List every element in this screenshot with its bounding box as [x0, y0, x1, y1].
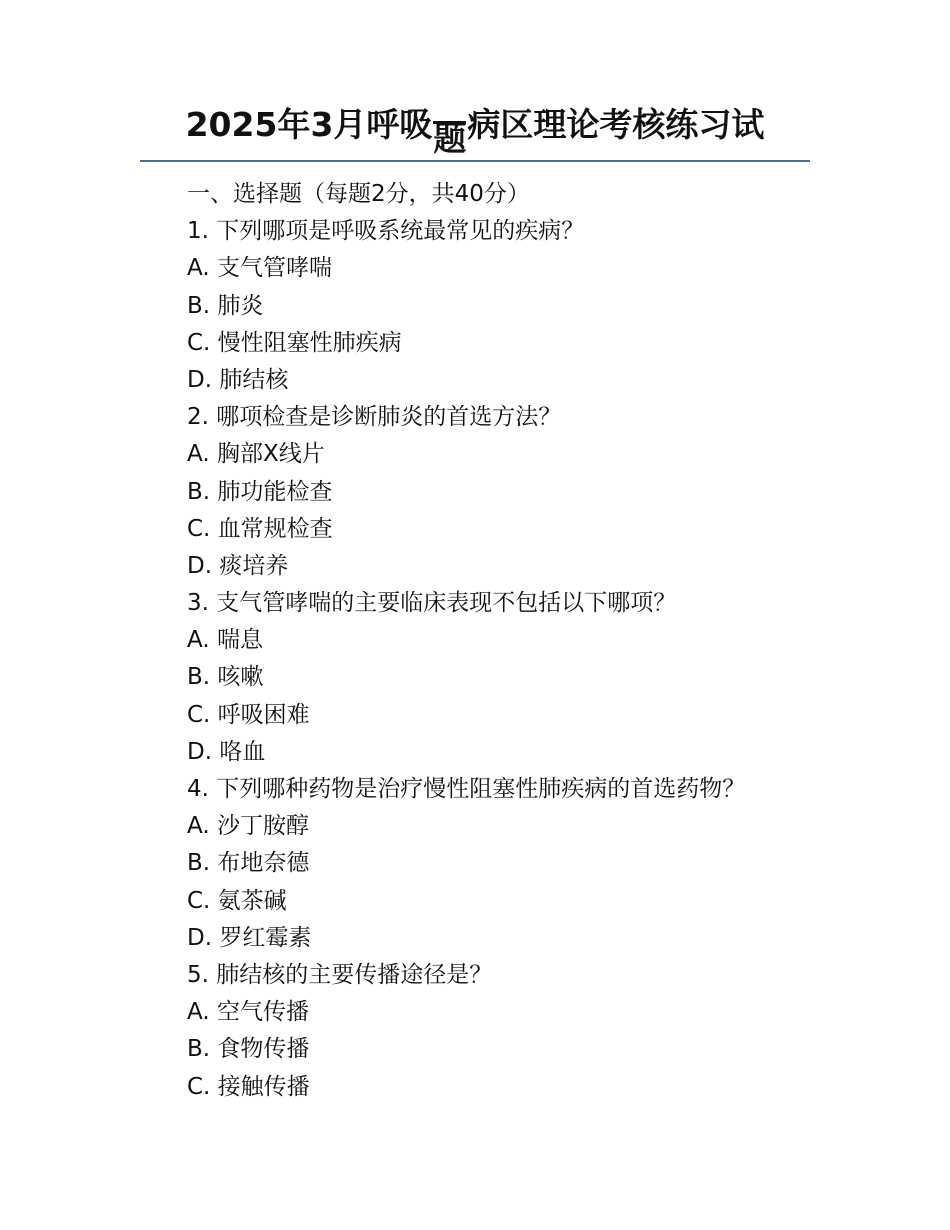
- question-3: [187, 585, 827, 771]
- title-divider: [140, 160, 810, 162]
- option-b: B. 肺功能检查: [187, 478, 333, 505]
- option-b: B. 咳嗽: [187, 664, 264, 691]
- option-b: B. 肺炎: [187, 292, 264, 319]
- question-stem: 4. 下列哪种药物是治疗慢性阻塞性肺疾病的首选药物？: [187, 776, 746, 802]
- title-part-subscript: 题: [433, 119, 467, 158]
- question-5: [187, 957, 827, 1106]
- option-a: A. 支气管哮喘: [187, 255, 332, 282]
- option-a: A. 空气传播: [187, 999, 309, 1026]
- option-c: C. 慢性阻塞性肺疾病: [187, 329, 402, 356]
- option-b: B. 食物传播: [187, 1036, 310, 1063]
- option-b: B. 布地奈德: [187, 850, 310, 877]
- document-body: [187, 176, 827, 1106]
- question-1: [187, 213, 827, 399]
- option-d: D. 咯血: [187, 738, 266, 765]
- option-d: D. 痰培养: [187, 552, 289, 579]
- option-a: A. 沙丁胺醇: [187, 813, 309, 840]
- option-d: D. 罗红霉素: [187, 924, 312, 951]
- question-stem: 5. 肺结核的主要传播途径是？: [187, 961, 493, 988]
- option-d: D. 肺结核: [187, 366, 289, 393]
- question-4: [187, 771, 827, 957]
- section-heading: 一、选择题（每题2分，共40分）: [187, 181, 530, 207]
- title-part-end: 病区理论考核练习试: [467, 105, 765, 144]
- option-c: C. 呼吸困难: [187, 701, 310, 728]
- question-stem: 3. 支气管哮喘的主要临床表现不包括以下哪项？: [187, 590, 677, 617]
- title-part-main: 2025年3月呼吸: [185, 105, 433, 144]
- option-c: C. 接触传播: [187, 1073, 310, 1100]
- question-stem: 2. 哪项检查是诊断肺炎的首选方法？: [187, 404, 562, 431]
- option-c: C. 血常规检查: [187, 515, 333, 542]
- question-2: [187, 399, 827, 585]
- option-a: A. 胸部X线片: [187, 441, 325, 468]
- option-a: A. 喘息: [187, 627, 263, 654]
- document-title: [140, 103, 810, 158]
- question-stem: 1. 下列哪项是呼吸系统最常见的疾病？: [187, 218, 585, 245]
- option-c: C. 氨茶碱: [187, 887, 287, 914]
